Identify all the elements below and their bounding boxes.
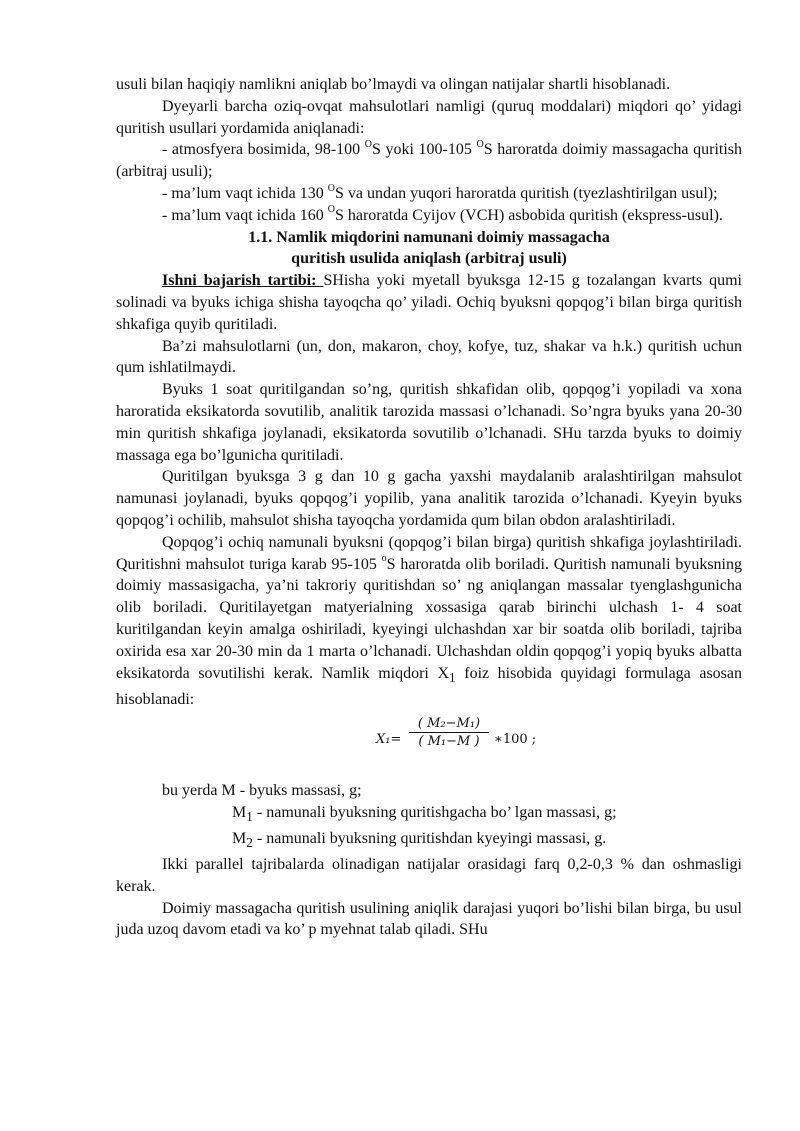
paragraph-parallel-tolerance: Ikki parallel tajribalarda olinadigan natijalar orasidagi farq 0,2-0,3 % dan oshmasligi kerak. [116, 856, 742, 895]
formula-numerator: ( M₂−M₁) [409, 716, 489, 733]
section-heading-line1: 1.1. Namlik miqdorini namunani doimiy massagacha [248, 228, 610, 246]
formula-fraction [409, 716, 489, 749]
paragraph-drying-weighing: Byuks 1 soat quritilgandan so’ng, quritish shkafidan olib, qopqog’i yopiladi va xona haroratida eksikatorda sovutilib, analitik tarozida massasi o’lchanadi. So’ngra byuks yana 20-30 min quritish shkafiga joylanadi, eksikatorda sovutilib o’lchanadi. SHu tarzda byuks to doimiy massaga ega bo’lgunicha quritiladi. [116, 381, 742, 464]
formula-denominator: ( M₁−M ) [418, 734, 480, 750]
legend-m: bu yerda M - byuks massasi, g; [162, 782, 362, 800]
spacer [116, 764, 742, 780]
formula-rhs: ∗100 ; [494, 732, 537, 748]
paragraph-drying-procedure: Qopqog’i ochiq namunali byuksni (qopqog’i bilan birga) quritish shkafiga joylashtiriladi. Quritishni mahsulot turiga karab 95-105 $^o$S haroratda olib boriladi. Quritish namunali byuksning doimiy massasigacha, ya’ni takroriy quritishdan so’ ng aniqlangan massalar tyenglashgunicha olib boriladi. Quritilayetgan matyerialning xossasiga qarab birinchi ulchash 1- 4 soat kuritilgandan keyin amalga oshiriladi, kyeyingi ulchashdan xar bir soatda olib boriladi, tajriba oxirida esa xar 20-30 min da 1 marta o’lchanadi. Ulchashdan oldin qopqog’i yopiq byuks albatta eksikatorda sovutilishi kerak. Namlik miqdori $X_1$ foiz hisobida quyidagi formulaga asosan hisoblanadi: [116, 533, 743, 708]
paragraph-continuation: usuli bilan haqiqiy namlikni aniqlab bo’lmaydi va olingan natijalar shartli hisoblanadi. [116, 76, 671, 93]
list-item-accelerated: - ma’lum vaqt ichida 130 $^O$S va undan yuqori haroratda quritish (tyezlashtirilgan usul); [162, 182, 718, 202]
legend-m1: $M_1$ - namunali byuksning quritishgacha bo’ lgan massasi, g; [232, 804, 617, 825]
paragraph-sample-loading: Quritilgan byuksga 3 g dan 10 g gacha yaxshi maydalanib aralashtirilgan mahsulot namunasi joylanadi, byuks qopqog’i yopilib, yana analitik tarozida o’lchanadi. Kyeyin byuks qopqog’i ochilib, mahsulot shisha tayoqcha yordamida qum bilan obdon aralashtiriladi. [116, 468, 742, 529]
procedure-label: Ishni bajarish tartibi: [162, 272, 324, 290]
formula-lhs: X₁= [376, 732, 402, 748]
document-page [116, 74, 742, 941]
list-item-arbitrage: - atmosfyera bosimida, 98-100 $^O$S yoki 100-105 $^O$S haroratda doimiy massagacha quritish (arbitraj usuli); [116, 139, 743, 181]
paragraph-procedure: Ishni bajarish tartibi: SHisha yoki myetall byuksga 12-15 g tozalangan kvarts qumi solinadi va byuks ichiga shisha tayoqcha qo’ yiladi. Ochiq byuksni qopqog’i bilan birga quritish shkafiga quyib quritiladi. [116, 272, 742, 333]
legend-m2: $M_2$ - namunali byuksning quritishdan kyeyingi massasi, g. [232, 830, 607, 851]
section-heading-line2: quritish usulida aniqlash (arbitraj usuli) [291, 250, 567, 268]
paragraph-no-sand: Ba’zi mahsulotlarni (un, don, makaron, choy, kofye, tuz, shakar va h.k.) quritish uchun qum ishlatilmaydi. [116, 337, 742, 377]
paragraph-intro-methods: Dyeyarli barcha oziq-ovqat mahsulotlari namligi (quruq moddalari) miqdori qo’ yidagi quritish usullari yordamida aniqlanadi: [116, 97, 742, 137]
paragraph-method-accuracy: Doimiy massagacha quritish usulining aniqlik darajasi yuqori bo’lishi bilan birga, bu usul juda uzoq davom etadi va ko’ p myehnat talab qiladi. SHu [116, 899, 742, 939]
list-item-express: - ma’lum vaqt ichida 160 $^O$S haroratda Cyijov (VCH) asbobida quritish (ekspress-usul). [162, 204, 723, 224]
moisture-formula [116, 710, 742, 764]
